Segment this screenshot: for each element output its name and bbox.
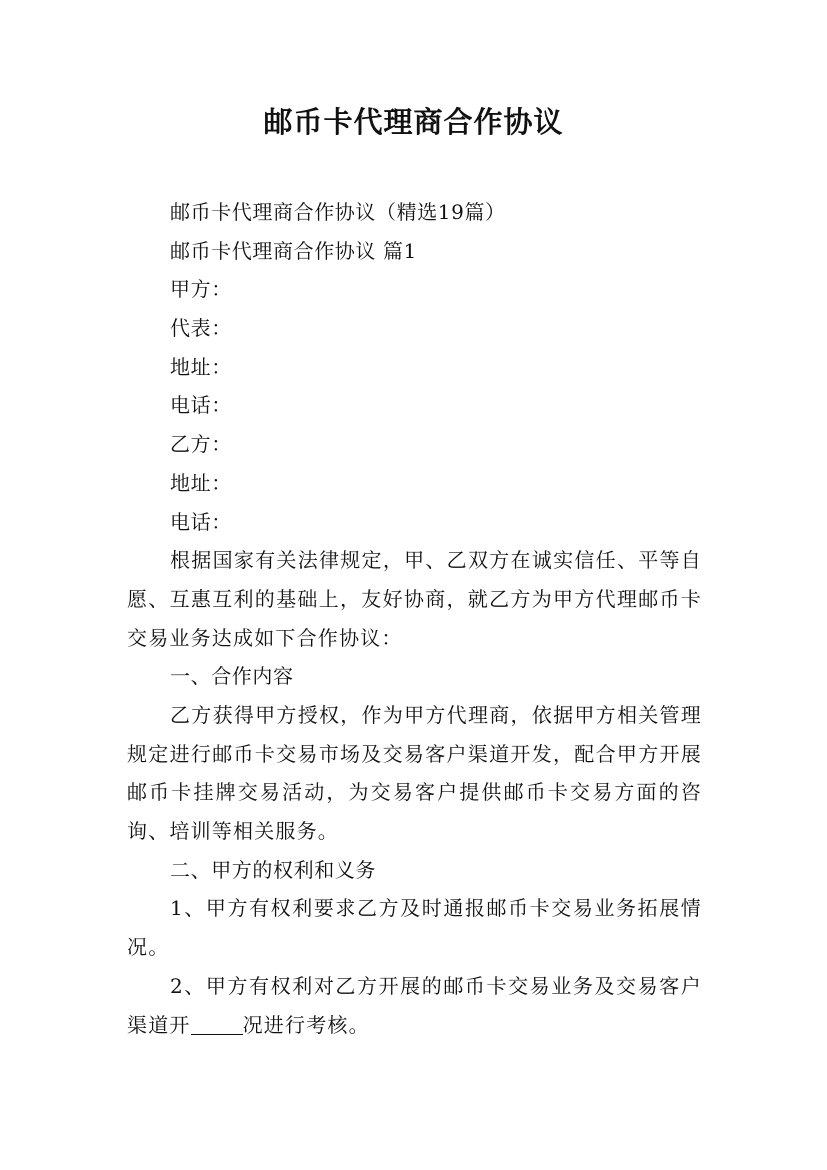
clause-2: [127, 967, 702, 1044]
representative-field: 代表：: [170, 316, 232, 341]
cooperation-content-paragraph: 乙方获得甲方授权，作为甲方代理商，依据甲方相关管理规定进行邮币卡交易市场及交易客户渠道开发，配合甲方开展邮币卡挂牌交易活动，为交易客户提供邮币卡交易方面的咨询、培训等相关服务。: [127, 702, 702, 844]
clause-2-text-after: 况进行考核。: [242, 1012, 370, 1037]
party-b-address-field: 地址：: [170, 470, 232, 495]
document-subtitle: 邮币卡代理商合作协议（精选19篇）: [170, 200, 506, 224]
heading-party-a-rights: 二、甲方的权利和义务: [170, 857, 376, 882]
intro-paragraph: 根据国家有关法律规定，甲、乙双方在诚实信任、平等自愿、互惠互利的基础上，友好协商，就乙方为甲方代理邮币卡交易业务达成如下合作协议：: [127, 548, 702, 650]
party-a-address-field: 地址：: [170, 354, 232, 379]
heading-cooperation-content: 一、合作内容: [170, 664, 294, 689]
party-b-field: 乙方：: [170, 432, 232, 457]
document-body: [127, 193, 702, 1044]
document-title: 邮币卡代理商合作协议: [263, 105, 564, 139]
clause-2-text-before: 2、甲方有权利对乙方开展的邮币卡交易业务及交易客户渠道开: [127, 973, 702, 1037]
section-heading: 邮币卡代理商合作协议 篇1: [170, 238, 417, 263]
party-a-field: 甲方：: [170, 277, 232, 302]
clause-1: 1、甲方有权利要求乙方及时通报邮币卡交易业务拓展情况。: [127, 896, 702, 960]
fill-in-blank: [191, 1014, 243, 1035]
party-a-phone-field: 电话：: [170, 393, 232, 418]
party-b-phone-field: 电话：: [170, 509, 232, 534]
